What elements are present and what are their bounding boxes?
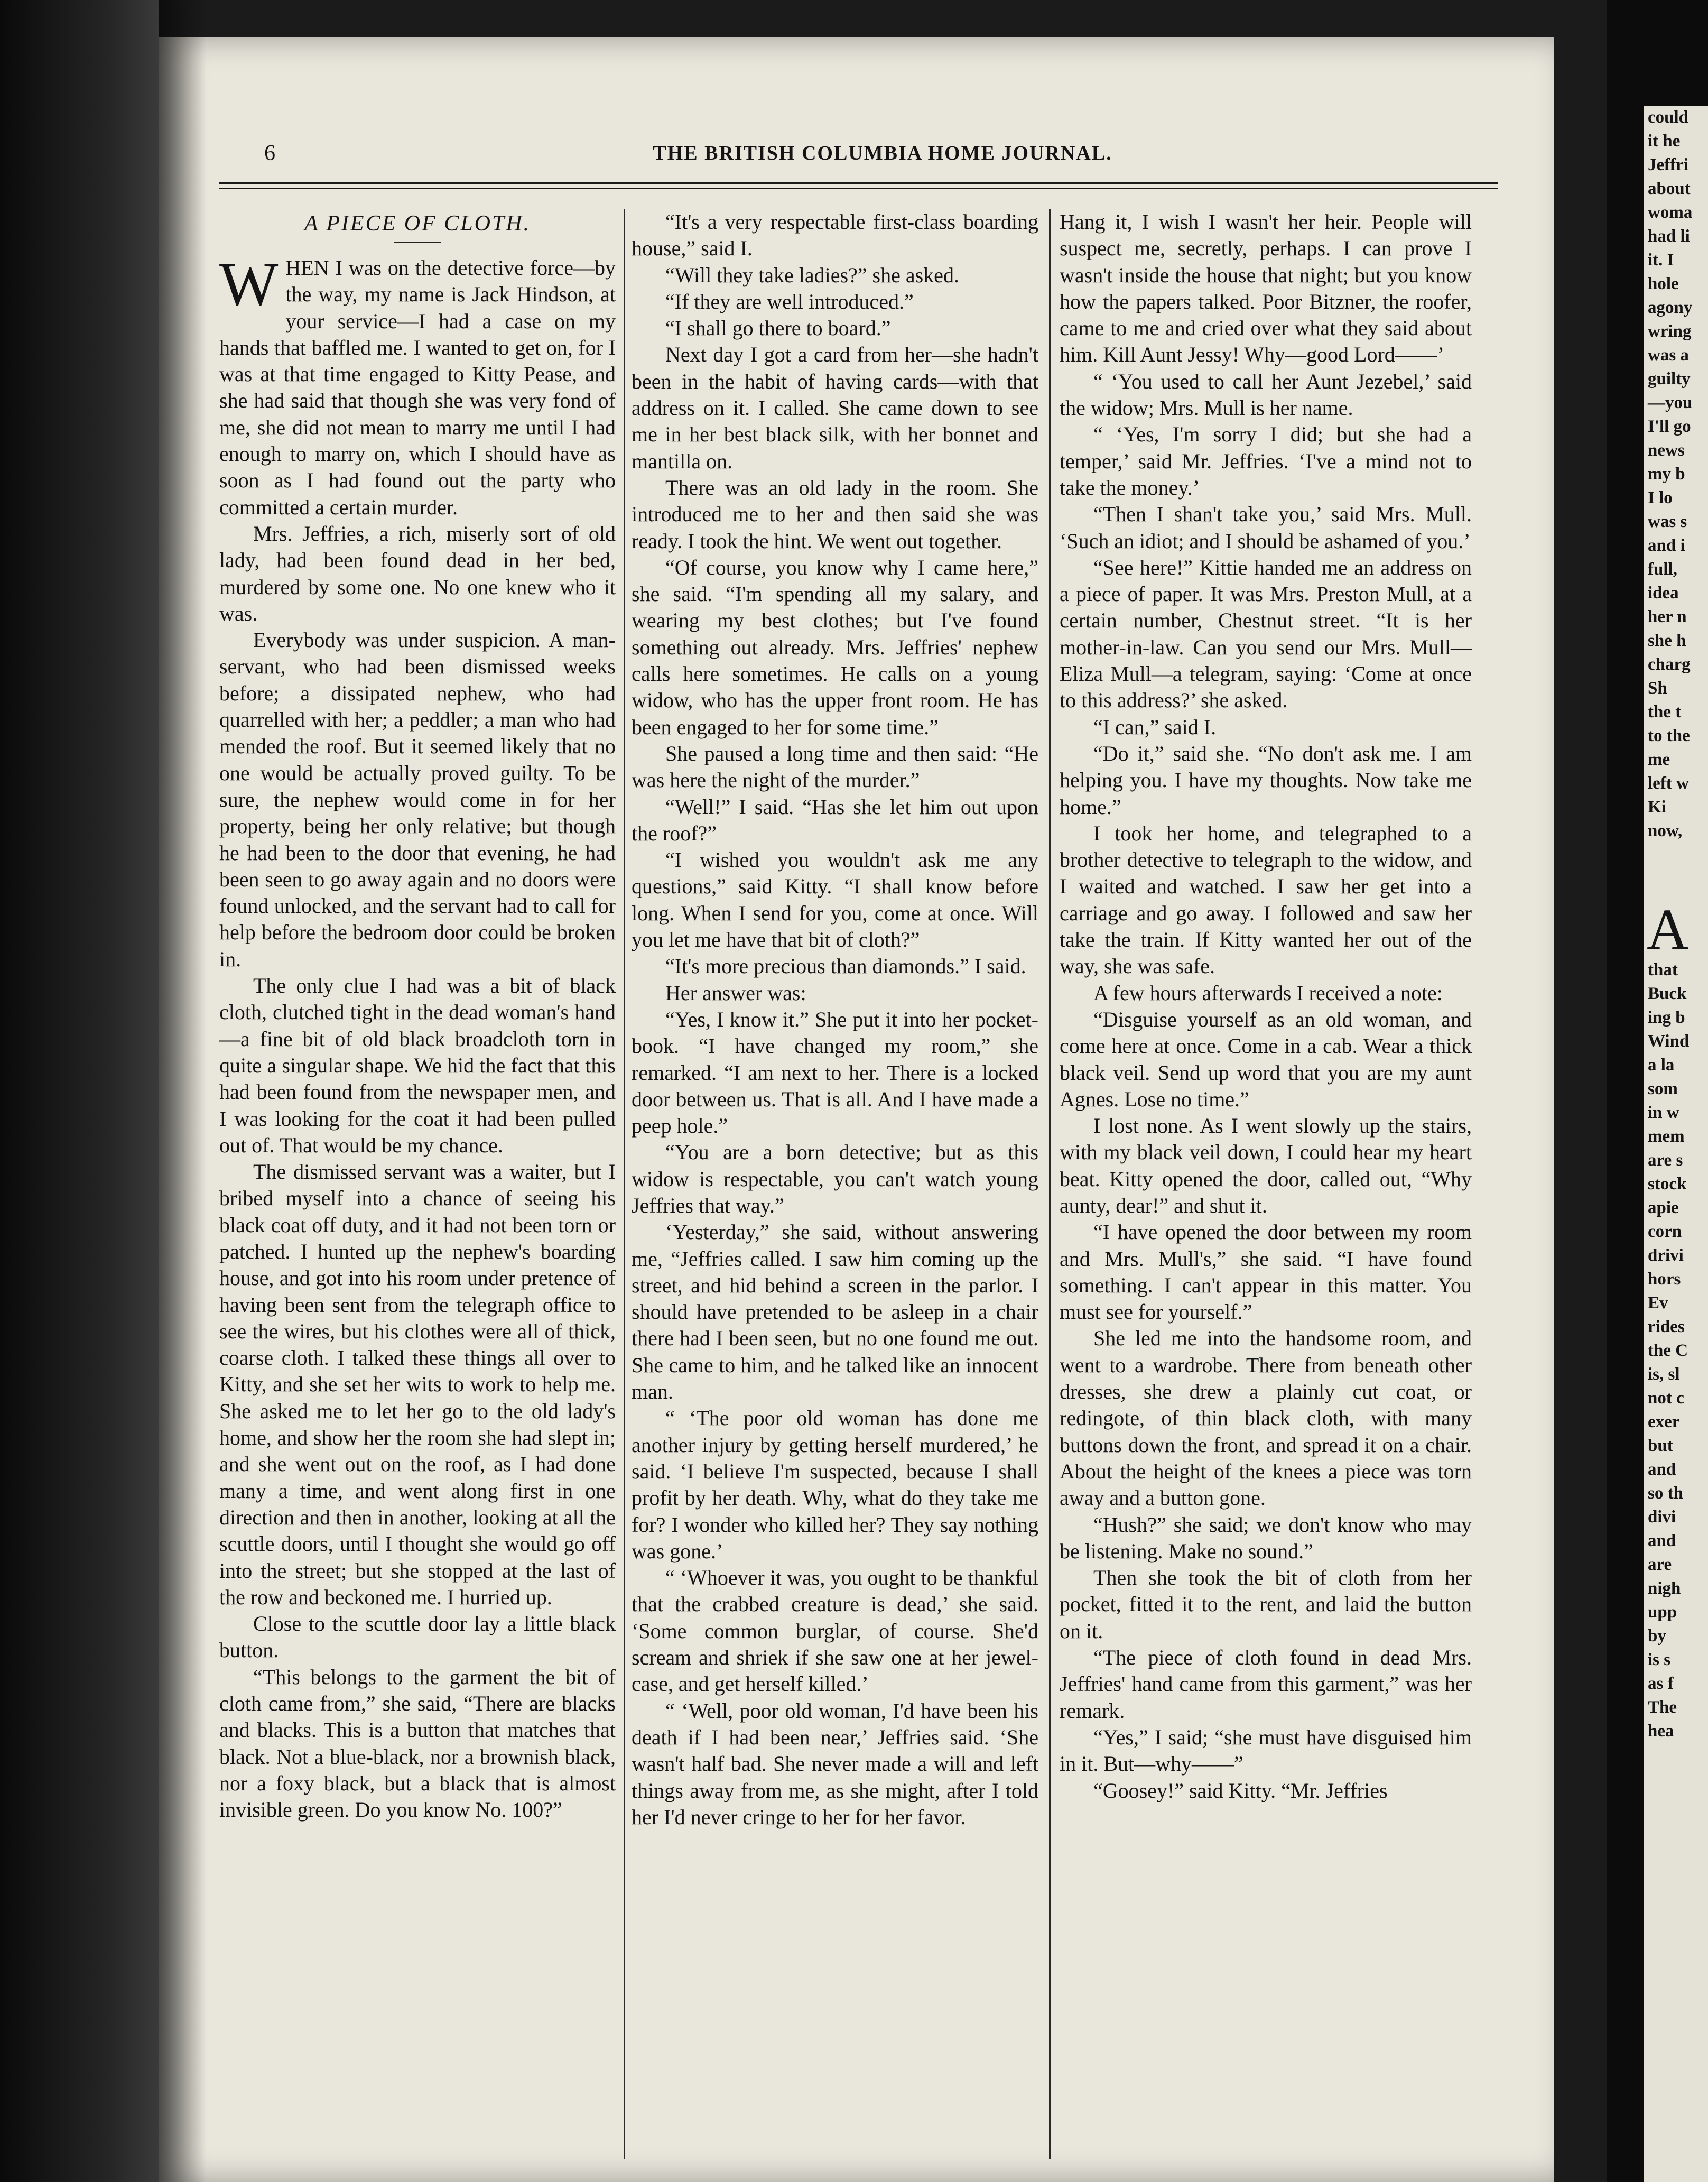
next-page-fragment: som	[1648, 1079, 1678, 1098]
adjacent-page-sliver	[1644, 106, 1708, 2182]
article-paragraph: “Of course, you know why I came here,” she said. “I'm spending all my salary, and wearing my best clothes; but I've found something out already. Mrs. Jeffries' nephew calls here sometimes. He calls on a young widow, who has the upper front room. He has been engaged to her for some time.”	[632, 555, 1038, 739]
article-paragraph: “You are a born detective; but as this widow is respectable, you can't watch young Jeffries that way.”	[632, 1140, 1038, 1217]
next-page-fragment: is, sl	[1648, 1365, 1680, 1384]
article-paragraph: Close to the scuttle door lay a little black button.	[219, 1612, 616, 1662]
next-page-fragment: rides	[1648, 1317, 1685, 1336]
article-paragraph: “Goosey!” said Kitty. “Mr. Jeffries	[1093, 1778, 1388, 1802]
next-page-fragment: but	[1648, 1436, 1673, 1455]
next-page-fragment: her n	[1648, 607, 1687, 626]
next-page-fragment: guilty	[1648, 369, 1691, 389]
title-rule	[394, 242, 441, 243]
next-page-fragment: are s	[1648, 1151, 1683, 1170]
article-paragraph: “I have opened the door between my room and Mrs. Mull's,” she said. “I have found something. I can't appear in this matter. You must see for yourself.”	[1060, 1220, 1472, 1324]
article-paragraph: Everybody was under suspicion. A man-servant, who had been dismissed weeks before; a dissipated nephew, who had quarrelled with her; a peddler; a man who had mended the roof. But it seemed likely that no one would be actually proved guilty. To be sure, the nephew would come in for her property, being her only relative; but though he had been to the door that evening, he had been seen to go away again and no doors were found unlocked, and the servant had to call for help before the bedroom door could be broken in.	[219, 628, 616, 971]
article-paragraph: “ ‘Well, poor old woman, I'd have been his death if I had been near,’ Jeffries said. ‘She wasn't half bad. She never made a will and left things away from me, as she might, after I told her I'd never cringe to her for her favor.	[632, 1698, 1038, 1829]
next-page-fragment: The	[1648, 1698, 1677, 1717]
next-page-fragment: it. I	[1648, 251, 1674, 270]
next-page-fragment: now,	[1648, 821, 1683, 840]
article-paragraph: I took her home, and telegraphed to a brother detective to telegraph to the widow, and I waited and watched. I saw her get into a carriage and go away. I followed and saw her take the train. If Kitty wanted her out of the way, she was safe.	[1060, 821, 1472, 978]
next-page-fragment: Ki	[1648, 798, 1666, 817]
next-page-fragment: me	[1648, 750, 1670, 769]
next-page-fragment: idea	[1648, 584, 1679, 603]
next-page-fragment: apie	[1648, 1198, 1679, 1217]
next-page-fragment: Wind	[1648, 1032, 1690, 1051]
page-number: 6	[264, 141, 275, 165]
next-page-fragment: woma	[1648, 203, 1693, 222]
article-paragraph: “The piece of cloth found in dead Mrs. Jeffries' hand came from this garment,” was her remark.	[1060, 1645, 1472, 1723]
article-paragraph: A few hours afterwards I received a note:	[1093, 981, 1443, 1005]
binding-shadow	[159, 0, 206, 2182]
next-page-fragment: corn	[1648, 1222, 1682, 1241]
next-page-fragment: a la	[1648, 1056, 1675, 1075]
next-page-fragment: it he	[1648, 132, 1681, 151]
next-page-fragment: could	[1648, 108, 1689, 127]
next-page-fragment: exer	[1648, 1412, 1680, 1431]
next-page-fragment: is s	[1648, 1650, 1671, 1669]
next-page-fragment: Jeffri	[1648, 155, 1688, 174]
journal-title: THE BRITISH COLUMBIA HOME JOURNAL.	[653, 142, 1112, 164]
column-1	[219, 209, 616, 2159]
article-paragraph: “ ‘Whoever it was, you ought to be thankful that the crabbed creature is dead,’ she said. ‘Some common burglar, of course. She'd scream and shriek if she saw one at her jewel-case, and get herself killed.’	[632, 1566, 1038, 1696]
next-page-fragment: my b	[1648, 465, 1685, 484]
next-page-fragment: mem	[1648, 1127, 1685, 1146]
article-paragraph: Her answer was:	[665, 981, 806, 1005]
article-paragraph: “Yes, I know it.” She put it into her pocket-book. “I have changed my room,” she remarked. “I am next to her. There is a locked door between us. That is all. And I have made a peep hole.”	[632, 1007, 1038, 1138]
article-paragraph: Hang it, I wish I wasn't her heir. People will suspect me, secretly, perhaps. I can prove I wasn't inside the house that night; but you know how the papers talked. Poor Bitzner, the roofer, came to me and cried over what they said about him. Kill Aunt Jessy! Why—good Lord——’	[1060, 210, 1472, 367]
article-paragraph: “I wished you wouldn't ask me any questions,” said Kitty. “I shall know before long. When I send for you, come at once. Will you let me have that bit of cloth?”	[632, 848, 1038, 952]
column-divider	[624, 209, 625, 2159]
next-page-fragment: agony	[1648, 298, 1693, 317]
next-page-fragment: are	[1648, 1555, 1672, 1574]
column-divider	[1049, 209, 1051, 2159]
next-page-fragment: she h	[1648, 631, 1686, 650]
next-page-fragment: had li	[1648, 227, 1690, 246]
next-page-fragment: the C	[1648, 1341, 1688, 1360]
article-paragraph: “If they are well introduced.”	[665, 289, 914, 313]
article-paragraph: “This belongs to the garment the bit of cloth came from,” she said, “There are blacks and blacks. This is a button that matches that black. Not a blue-black, nor a brownish black, nor a foxy black, but a black that is almost invisible green. Do you know No. 100?”	[219, 1665, 616, 1822]
next-page-fragment: wring	[1648, 322, 1692, 341]
drop-cap: W	[219, 249, 279, 319]
next-page-fragment: and	[1648, 1460, 1676, 1479]
article-paragraph: Then she took the bit of cloth from her pocket, fitted it to the rent, and laid the button on it.	[1060, 1566, 1472, 1643]
next-page-fragment: Sh	[1648, 679, 1667, 698]
next-page-fragment: was a	[1648, 346, 1689, 365]
next-page-fragment: hole	[1648, 274, 1679, 293]
column-2	[632, 209, 1038, 2159]
next-page-fragment: as f	[1648, 1674, 1674, 1693]
next-page-fragment: not c	[1648, 1389, 1684, 1408]
article-paragraph: “Will they take ladies?” she asked.	[665, 263, 959, 287]
header-rule	[219, 182, 1498, 184]
column-3	[1060, 209, 1472, 2159]
next-page-fragment: charg	[1648, 655, 1691, 674]
opening-paragraph	[219, 249, 616, 521]
article-paragraph: “Do it,” said she. “No don't ask me. I am helping you. I have my thoughts. Now take me home.”	[1060, 741, 1472, 819]
next-page-fragment: I lo	[1648, 488, 1673, 507]
next-page-fragment: full,	[1648, 560, 1677, 579]
article-paragraph: “Well!” I said. “Has she let him out upon the roof?”	[632, 794, 1038, 845]
next-page-fragment: hors	[1648, 1270, 1681, 1289]
article-paragraph: She paused a long time and then said: “He was here the night of the murder.”	[632, 741, 1038, 792]
article-paragraph: “ ‘The poor old woman has done me another injury by getting herself murdered,’ he said. ‘I believe I'm suspected, because I shall profit by her death. Why, what do they take me for? I wonder who killed her? They say nothing was gone.’	[632, 1406, 1038, 1563]
next-page-fragment: Ev	[1648, 1293, 1668, 1312]
article-paragraph: She led me into the handsome room, and went to a wardrobe. There from beneath other dresses, she drew a plainly cut coat, or redingote, of thin black cloth, with many buttons down the front, and spread it on a chair. About the height of the knees a piece was torn away and a button gone.	[1060, 1326, 1472, 1510]
next-page-fragment: divi	[1648, 1508, 1676, 1527]
next-page-fragment: the t	[1648, 702, 1682, 722]
next-page-fragment: drivi	[1648, 1246, 1684, 1265]
article-title: A PIECE OF CLOTH.	[304, 211, 531, 236]
article-paragraph: “It's more precious than diamonds.” I said.	[665, 954, 1026, 978]
article-paragraph: Next day I got a card from her—she hadn't been in the habit of having cards—with that address on it. I called. She came down to see me in her best black silk, with her bonnet and mantilla on.	[632, 343, 1038, 473]
next-page-fragment	[1648, 867, 1708, 891]
next-page-fragment: about	[1648, 179, 1691, 198]
page-header	[248, 138, 1517, 175]
article-paragraph: “ ‘You used to call her Aunt Jezebel,’ said the widow; Mrs. Mull is her name.	[1060, 369, 1472, 420]
article-paragraph: “It's a very respectable first-class boarding house,” said I.	[632, 210, 1038, 261]
next-page-fragment: in w	[1648, 1103, 1679, 1122]
next-page-fragment: left w	[1648, 774, 1689, 793]
next-page-fragment: by	[1648, 1626, 1666, 1645]
article-paragraph: “Disguise yourself as an old woman, and come here at once. Come in a cab. Wear a thick black veil. Send up word that you are my aunt Agnes. Lose no time.”	[1060, 1007, 1472, 1111]
next-page-fragment: Buck	[1648, 984, 1687, 1003]
article-paragraph: “I can,” said I.	[1093, 715, 1217, 739]
next-page-fragment: that	[1648, 960, 1678, 979]
article-paragraph: There was an old lady in the room. She introduced me to her and then said she was ready. I took the hint. We went out together.	[632, 475, 1038, 553]
next-page-fragment: upp	[1648, 1603, 1677, 1622]
article-paragraph: “See here!” Kittie handed me an address on a piece of paper. It was Mrs. Preston Mull, at a certain number, Chestnut street. “It is her mother-in-law. Can you send our Mrs. Mull—Eliza Mull—a telegram, saying: ‘Come at once to this address?’ she asked.	[1060, 555, 1472, 713]
next-page-fragment: was s	[1648, 512, 1687, 531]
article-paragraph: “I shall go there to board.”	[665, 316, 891, 340]
opening-paragraph-text: HEN I was on the detective force—by the way, my name is Jack Hindson, at your service—I had a case on my hands that baffled me. I wanted to get on, for I was at that time engaged to Kitty Pease, and she had said that though she was very fond of me, she did not mean to marry me until I had enough to marry on, which I should have as soon as I had found out the party who committed a certain murder.	[219, 256, 616, 519]
next-page-fragment	[1648, 843, 1708, 867]
next-page-fragment: and i	[1648, 536, 1685, 555]
article-paragraph: ‘Yesterday,” she said, without answering me, “Jeffries called. I saw him coming up the street, and hid behind a screen in the parlor. I should have pretended to be asleep in a chair there had I been seen, but no one found me out. She came to him, and he talked like an innocent man.	[632, 1220, 1038, 1404]
next-page-fragment: nigh	[1648, 1579, 1681, 1598]
next-page-fragment: news	[1648, 441, 1685, 460]
article-paragraph: I lost none. As I went slowly up the stairs, with my black veil down, I could hear my heart beat. Kitty opened the door, called out, “Why aunty, dear!” and shut it.	[1060, 1114, 1472, 1217]
article-paragraph: Mrs. Jeffries, a rich, miserly sort of old lady, had been found dead in her bed, murdered by some one. No one knew who it was.	[219, 521, 616, 625]
next-page-fragment: to the	[1648, 726, 1690, 745]
next-page-fragment: A	[1647, 897, 1689, 961]
next-page-fragment: —you	[1648, 393, 1693, 412]
microfilm-left-margin	[0, 0, 159, 2182]
next-page-fragment: ing b	[1648, 1008, 1685, 1027]
article-paragraph: The dismissed servant was a waiter, but I bribed myself into a chance of seeing his black coat off duty, and it had not been torn or patched. I hunted up the nephew's boarding house, and got into his room under pretence of having been sent from the telegraph office to see the wires, but his clothes were all of thick, coarse cloth. I talked these things all over to Kitty, and she set her wits to work to help me. She asked me to let her go to the old lady's home, and show her the room she had slept in; and she went out on the roof, as I had done many a time, and went along first in one direction and then in another, looking at all the scuttle doors, until I thought she would go off into the street; but she stopped at the last of the row and beckoned me. I hurried up.	[219, 1160, 616, 1609]
next-page-fragment: so th	[1648, 1484, 1683, 1503]
next-page-fragment: and	[1648, 1531, 1676, 1550]
article-paragraph: “ ‘Yes, I'm sorry I did; but she had a temper,’ said Mr. Jeffries. ‘I've a mind not to take the money.’	[1060, 422, 1472, 500]
header-rule-thin	[219, 188, 1498, 189]
article-paragraph: “Yes,” I said; “she must have disguised him in it. But—why——”	[1060, 1725, 1472, 1776]
next-page-fragment: I'll go	[1648, 417, 1691, 436]
next-page-fragment: stock	[1648, 1175, 1687, 1194]
article-paragraph: “Hush?” she said; we don't know who may be listening. Make no sound.”	[1060, 1512, 1472, 1563]
article-paragraph: The only clue I had was a bit of black cloth, clutched tight in the dead woman's hand—a fine bit of old black broadcloth torn in quite a singular shape. We hid the fact that this had been found from the newspaper men, and I was looking for the coat it had been pulled out of. That would be my chance.	[219, 974, 616, 1157]
next-page-fragment: hea	[1648, 1722, 1674, 1741]
article-paragraph: “Then I shan't take you,’ said Mrs. Mull. ‘Such an idiot; and I should be ashamed of you.’	[1060, 502, 1472, 553]
